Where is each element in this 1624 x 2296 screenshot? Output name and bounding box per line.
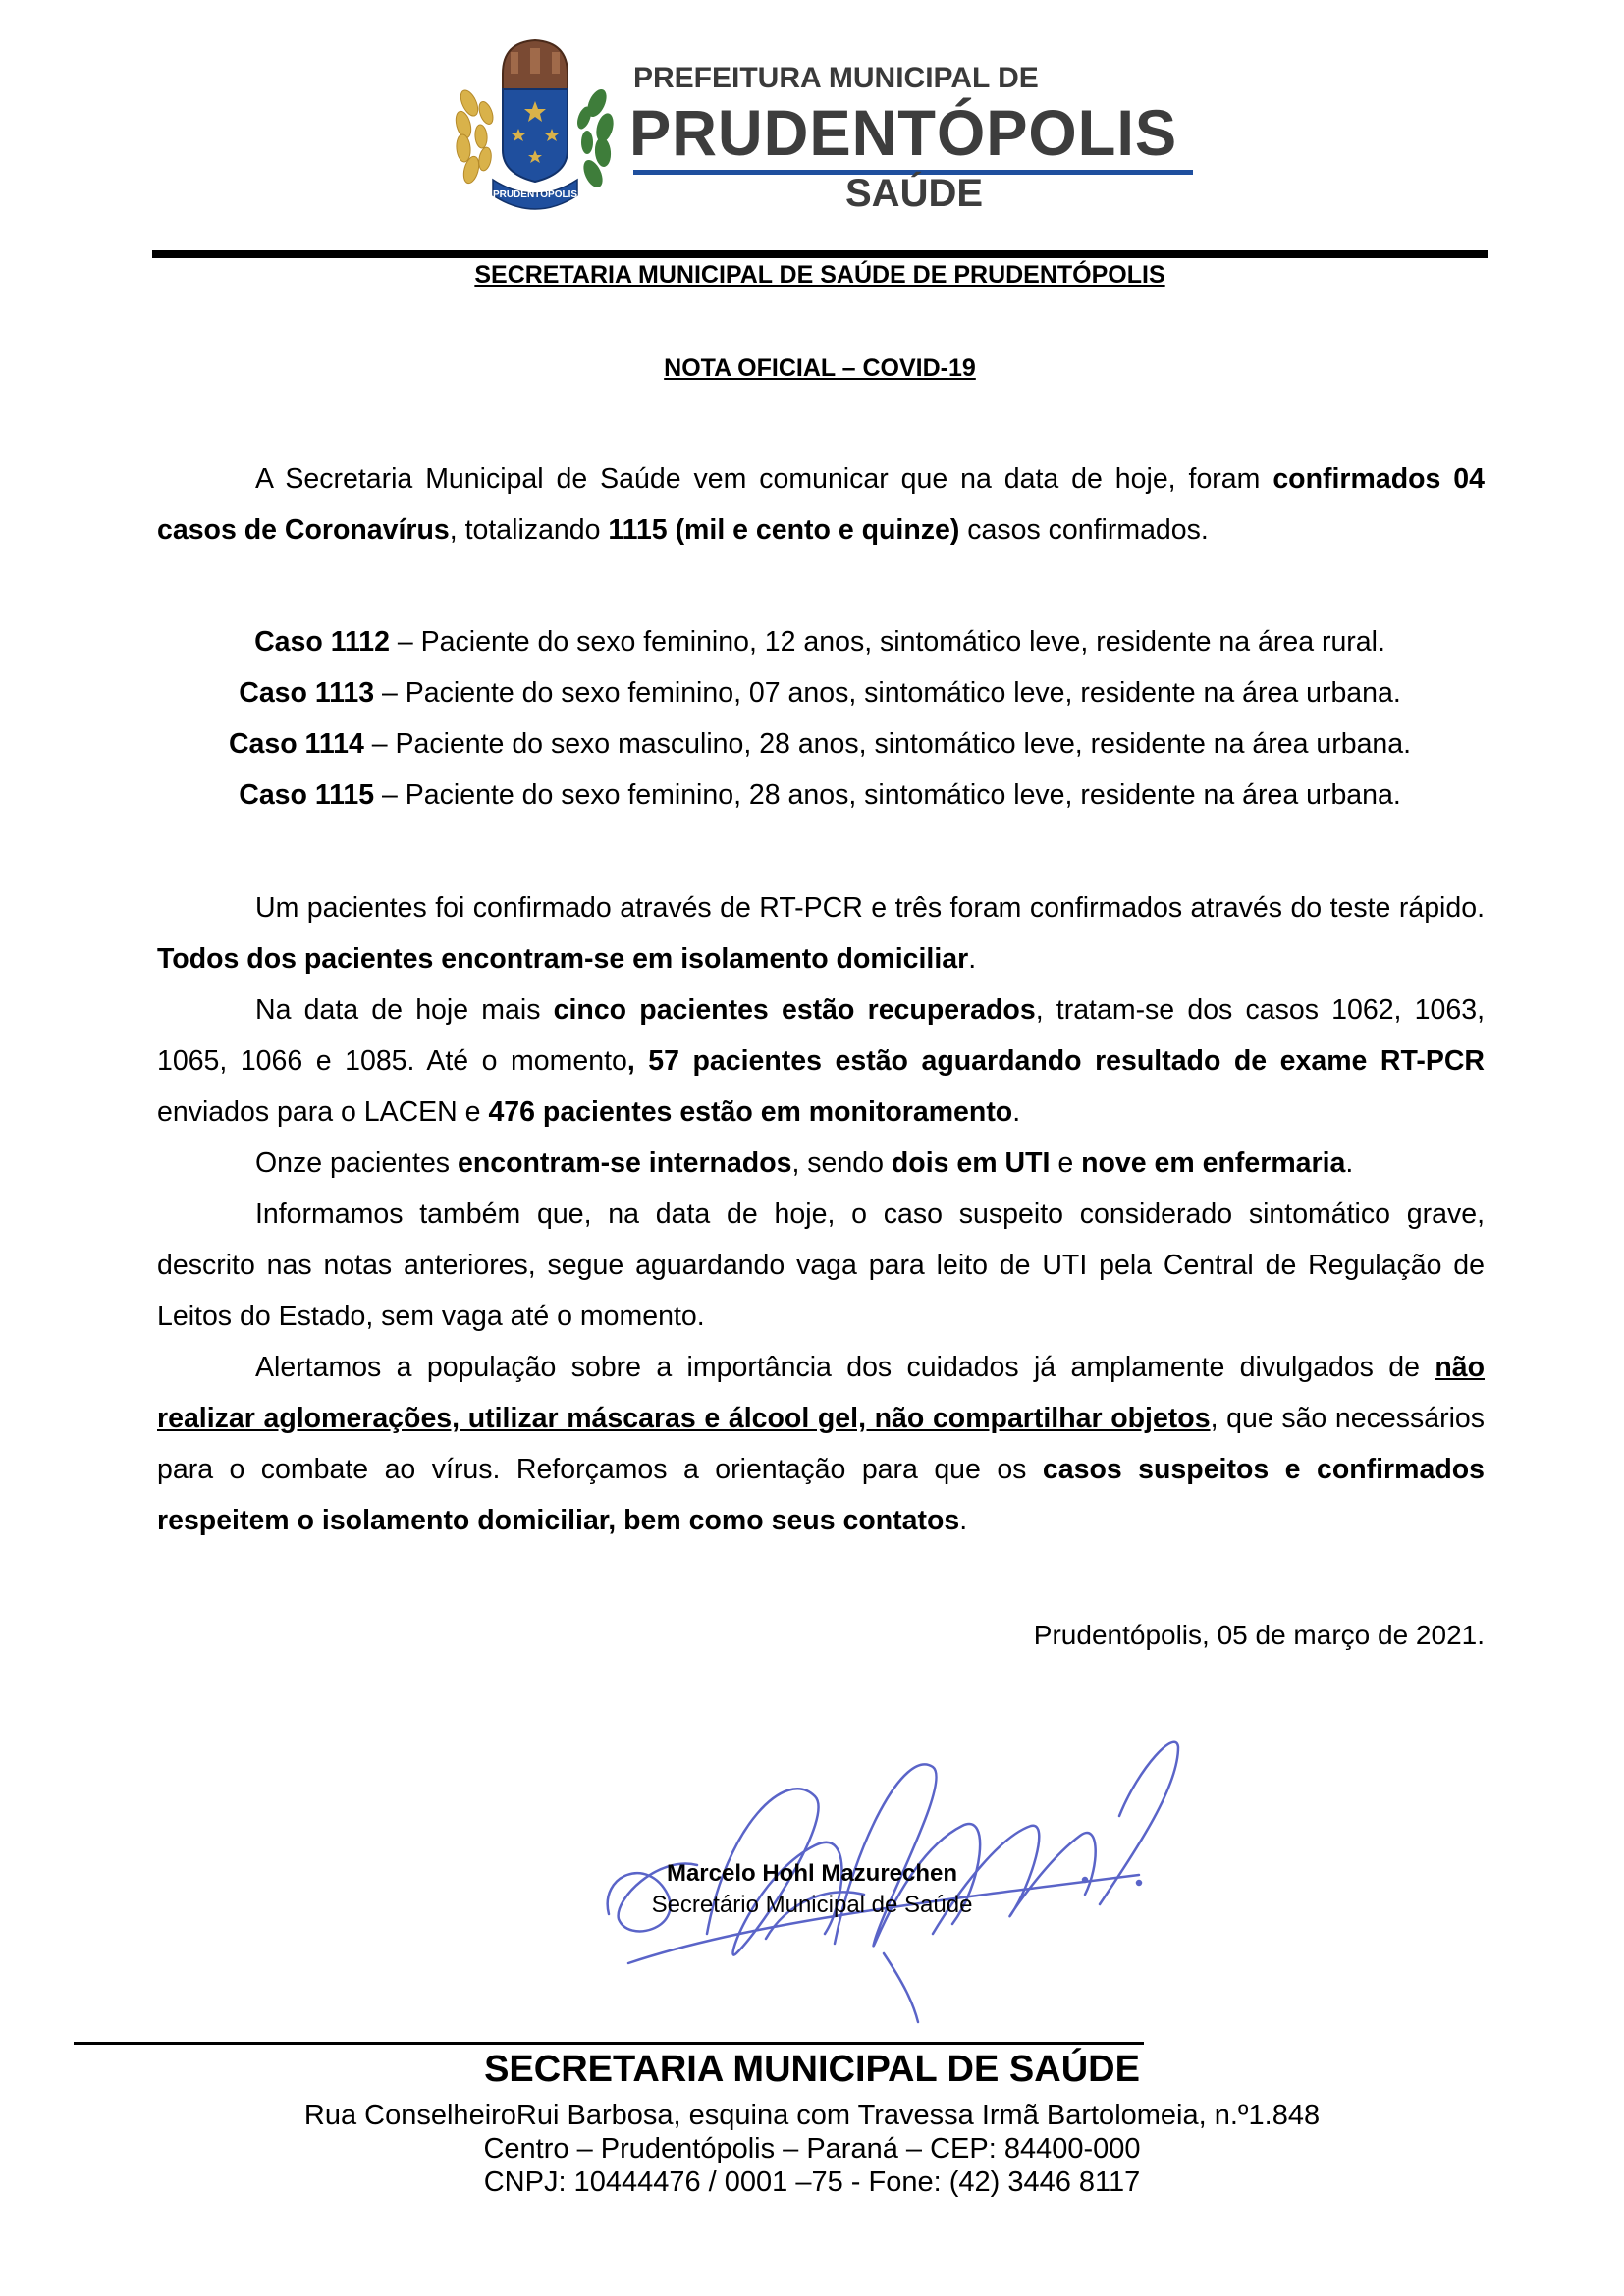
footer-title: SECRETARIA MUNICIPAL DE SAÚDE xyxy=(484,2049,1140,2090)
prefeitura-logo xyxy=(442,34,1218,221)
footer-city-cep: Centro – Prudentópolis – Paraná – CEP: 84400-000 xyxy=(483,2133,1141,2164)
coat-of-arms-emblem xyxy=(442,34,628,221)
footer-rule xyxy=(74,2042,1144,2045)
document-date: Prudentópolis, 05 de março de 2021. xyxy=(1033,1620,1485,1650)
case-line: Caso 1112 – Paciente do sexo feminino, 12 anos, sintomático leve, residente na área rural. xyxy=(254,626,1385,658)
signer-name: Marcelo Hohl Mazurechen xyxy=(666,1860,958,1887)
case-line: Caso 1113 – Paciente do sexo feminino, 07 anos, sintomático leve, residente na área urbana. xyxy=(239,677,1401,709)
footer-address: Rua ConselheiroRui Barbosa, esquina com Travessa Irmã Bartolomeia, n.º1.848 xyxy=(303,2100,1321,2131)
intro-paragraph: A Secretaria Municipal de Saúde vem comunicar que na data de hoje, foram confirmados 04 casos de Coronavírus, totalizando 1115 (mil e cento e quinze) casos confirmados. xyxy=(157,463,1485,546)
case-line: Caso 1115 – Paciente do sexo feminino, 28 anos, sintomático leve, residente na área urbana. xyxy=(239,779,1401,811)
nota-heading: NOTA OFICIAL – COVID-19 xyxy=(664,354,976,382)
logo-saude-text: SAÚDE xyxy=(845,172,984,215)
confirmation-paragraph: Um pacientes foi confirmado através de RT-PCR e três foram confirmados através do teste rápido. Todos dos pacientes encontram-se em isolamento domiciliar. xyxy=(157,892,1485,975)
alert-paragraph: Alertamos a população sobre a importância dos cuidados já amplamente divulgados de não realizar aglomerações, utilizar máscaras e álcool gel, não compartilhar objetos, que são necessários para o combate ao vírus. Reforçamos a orientação para que os casos suspeitos e confirmados respeitem o isolamento domiciliar, bem como seus contatos. xyxy=(157,1352,1486,1536)
case-line: Caso 1114 – Paciente do sexo masculino, 28 anos, sintomático leve, residente na área urbana. xyxy=(228,728,1412,760)
secretaria-heading: SECRETARIA MUNICIPAL DE SAÚDE DE PRUDENTÓPOLIS xyxy=(474,261,1165,289)
header-rule xyxy=(152,250,1488,258)
hospital-paragraph: Onze pacientes encontram-se internados, sendo dois em UTI e nove em enfermaria. xyxy=(255,1148,1354,1179)
logo-city-text: PRUDENTÓPOLIS xyxy=(629,96,1178,169)
logo-prefeitura-text: PREFEITURA MUNICIPAL DE xyxy=(633,62,1039,94)
signer-role: Secretário Municipal de Saúde xyxy=(651,1892,973,1918)
footer-cnpj-phone: CNPJ: 10444476 / 0001 –75 - Fone: (42) 3446 8117 xyxy=(483,2166,1141,2198)
recovered-paragraph: Na data de hoje mais cinco pacientes estão recuperados, tratam-se dos casos 1062, 1063, 1065, 1066 e 1085. Até o momento, 57 pacientes estão aguardando resultado de exame RT-PCR enviados para o LACEN e 476 pacientes estão em monitoramento. xyxy=(157,994,1485,1128)
seal-text: PRUDENTÓPOLIS xyxy=(492,189,578,200)
grave-case-paragraph: Informamos também que, na data de hoje, o caso suspeito considerado sintomático grave, descrito nas notas anteriores, segue aguardando vaga para leito de UTI pela Central de Regulação de Leitos do Estado, sem vaga até o momento. xyxy=(157,1199,1485,1332)
